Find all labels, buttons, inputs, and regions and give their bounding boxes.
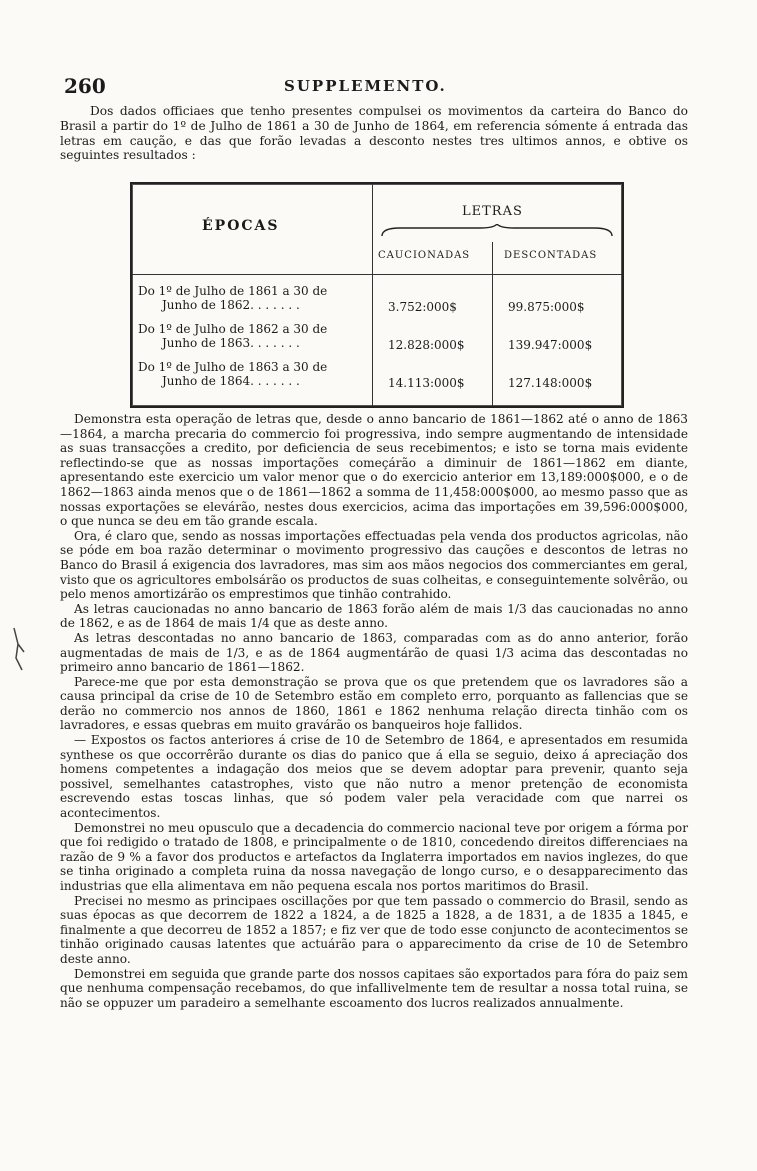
row-label-line1: Do 1º de Julho de 1863 a 30 de xyxy=(138,360,328,374)
paragraph: Demonstrei em seguida que grande parte dos nossos capitaes são exportados para fóra do paiz sem que nenhuma compensação recebamos, do que infallivelmente tem de resultar a nossa total ruina, se não se oppuzer um paradeiro a semelhante escoamento dos lucros realizados annualmente. xyxy=(60,966,688,1010)
row-label-line1: Do 1º de Julho de 1861 a 30 de xyxy=(138,284,328,298)
table-row xyxy=(132,360,622,398)
paragraph: Precisei no mesmo as principaes oscillações por que tem passado o commercio do Brasil, sendo as suas épocas as que decorrem de 1822 a 1824, a de 1825 a 1828, a de 1831, a de 1835 a 1845, e finalmente a que decorreu de 1852 a 1857; e fiz ver que de todo esse conjuncto de acontecimentos se tinhão originado causas latentes que actuárão para o apparecimento da crise de 10 de Setembro deste anno. xyxy=(60,893,688,966)
caucionadas-value: 12.828:000$ xyxy=(388,338,465,352)
header-rule xyxy=(132,274,622,275)
row-label xyxy=(138,360,370,388)
descontadas-value: 99.875:000$ xyxy=(508,300,585,314)
caucionadas-value: 3.752:000$ xyxy=(388,300,457,314)
paragraph: Demonstrei no meu opusculo que a decadencia do commercio nacional teve por origem a fórma por que foi redigido o tratado de 1808, e principalmente o de 1810, concedendo direitos differenciaes na razão de 9 % a favor dos productos e artefactos da Inglaterra importados em navios inglezes, do que se tinha originado a completa ruina da nossa navegação de longo curso, e o desapparecimento das industrias que ella alimentava em não pequena escala nos portos maritimos do Brasil. xyxy=(60,820,688,893)
row-label-line2: Junho de 1862. . . . . . . xyxy=(162,298,300,312)
row-label xyxy=(138,322,370,350)
running-title: SUPPLEMENTO. xyxy=(284,77,447,95)
letras-header: LETRAS xyxy=(462,204,523,219)
paragraph: — Expostos os factos anteriores á crise de 10 de Setembro de 1864, e apresentados em resumida synthese os que occorrêrão durante os dias do panico que á ella se seguio, deixo á apreciação dos homens competentes a indagação dos meios que se devem adoptar para prevenir, quanto seja possivel, semelhantes catastrophes, visto que não nutro a menor pretenção de economista escrevendo estas toscas linhas, que só podem valer pela veracidade com que narrei os acontecimentos. xyxy=(60,733,688,821)
subheader-divider xyxy=(492,242,493,274)
row-label-line2: Junho de 1863. . . . . . . xyxy=(162,336,300,350)
row-label-line2: Junho de 1864. . . . . . . xyxy=(162,374,300,388)
caucionadas-value: 14.113:000$ xyxy=(388,376,465,390)
margin-pencil-mark xyxy=(10,624,30,674)
epochs-header: ÉPOCAS xyxy=(202,218,280,234)
table-row xyxy=(132,322,622,360)
letters-table xyxy=(130,182,624,408)
body-text xyxy=(60,412,688,1010)
brace-decoration xyxy=(380,224,614,238)
paragraph: As letras descontadas no anno bancario de 1863, comparadas com as do anno anterior, forão augmentadas de mais de 1/3, e as de 1864 augmentárão de quasi 1/3 acima das descontadas no primeiro anno bancario de 1861—1862. xyxy=(60,630,688,675)
table-row xyxy=(132,284,622,322)
page-header xyxy=(64,74,684,98)
descontadas-header: DESCONTADAS xyxy=(504,250,598,261)
paragraph: Demonstra esta operação de letras que, desde o anno bancario de 1861—1862 até o anno de 1863—1864, a marcha precaria do commercio foi progressiva, indo sempre augmentando de intensidade as suas transacções a credito, por deficiencia de seus recebimentos; e isto se torna mais evidente reflectindo-se que as nossas importações começárão a diminuir de 1861—1862 em diante, apresentando este exercicio um valor menor que o do exercicio anterior em 13,189:000$000, e o de 1862—1863 ainda menos que o de 1861—1862 a somma de 11,458:000$000, ao mesmo passo que as nossas exportações se elevárão, nestes dous exercicios, acima das importações em 39,596:000$000, o que nunca se deu em tão grande escala. xyxy=(60,412,688,529)
paragraph: Ora, é claro que, sendo as nossas importações effectuadas pela venda dos productos agricolas, não se póde em boa razão determinar o movimento progressivo das cauções e descontos de letras no Banco do Brasil á exigencia dos lavradores, mas sim aos mãos negocios dos commerciantes em geral, visto que os agricultores embolsárão os productos de suas colheitas, e conseguintemente solvêrão, ou pelo menos amortizárão os emprestimos que tinhão contrahido. xyxy=(60,528,688,602)
page-number: 260 xyxy=(64,74,106,98)
intro-paragraph: Dos dados officiaes que tenho presentes compulsei os movimentos da carteira do Banco do Brasil a partir do 1º de Julho de 1861 a 30 de Junho de 1864, em referencia sómente á entrada das letras em caução, e das que forão levadas a desconto nestes tres ultimos annos, e obtive os seguintes resultados : xyxy=(60,104,688,163)
caucionadas-header: CAUCIONADAS xyxy=(378,250,471,261)
row-label-line1: Do 1º de Julho de 1862 a 30 de xyxy=(138,322,328,336)
descontadas-value: 139.947:000$ xyxy=(508,338,593,352)
row-label xyxy=(138,284,370,312)
descontadas-value: 127.148:000$ xyxy=(508,376,593,390)
paragraph: Parece-me que por esta demonstração se prova que os que pretendem que os lavradores são a causa principal da crise de 10 de Setembro estão em completo erro, porquanto as fallencias que se derão no commercio nos annos de 1860, 1861 e 1862 nenhuma relação directa tinhão com os lavradores, e essas quebras em muito gravárão os banqueiros hoje fallidos. xyxy=(60,674,688,733)
paragraph: As letras caucionadas no anno bancario de 1863 forão além de mais 1/3 das caucionadas no anno de 1862, e as de 1864 de mais 1/4 que as deste anno. xyxy=(60,601,688,631)
